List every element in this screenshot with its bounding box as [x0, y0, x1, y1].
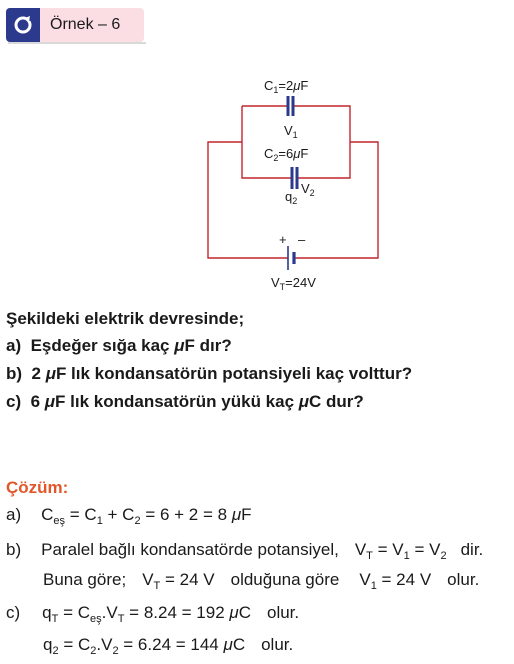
- solution-b-continued: Buna göre; $V_T = 24$ V olduğuna göre $V_1 = 24$ V olur.: [43, 570, 480, 592]
- solution-c-continued: $q_2 = C_2.V_2 = 6.24 = 144$ μC olur.: [43, 635, 294, 657]
- question-b: b) 2 μF lık kondansatörün potansiyeli kaç volttur?: [6, 364, 413, 383]
- battery-icon: [288, 246, 294, 270]
- question-a: a) Eşdeğer sığa kaç μF dır?: [6, 336, 232, 355]
- circuit-diagram: [190, 72, 390, 297]
- v2-label: $V_2$: [301, 181, 315, 198]
- question-c: c) 6 μF lık kondansatörün yükü kaç μC dur?: [6, 392, 364, 411]
- example-title: Örnek – 6: [50, 16, 121, 33]
- v1-label: $V_1$: [284, 123, 298, 140]
- solution-title: Çözüm:: [6, 478, 69, 497]
- question-intro: Şekildeki elektrik devresinde;: [6, 309, 245, 328]
- battery-minus: –: [298, 232, 306, 247]
- c1-label: $C_1=2\mu F$: [264, 78, 309, 95]
- solution-b: b) Paralel bağlı kondansatörde potansiyel, $V_T = V_1 = V_2$ dir.: [6, 540, 484, 562]
- vt-label: $V_T=24V$: [271, 275, 316, 292]
- solution-c: c) $q_T = C_{eş}.V_T = 8.24 = 192$ μC olur.: [6, 603, 300, 625]
- capacitor-c1: [288, 96, 293, 116]
- capacitor-c2: [292, 167, 297, 189]
- refresh-icon: [6, 8, 40, 42]
- solution-a: a) $C_{eş} = C_1 + C_2 = 6 + 2 = 8$ μF: [6, 505, 252, 527]
- c2-label: $C_2=6\mu F$: [264, 146, 309, 163]
- q2-label: $q_2$: [285, 189, 298, 206]
- example-badge: [6, 8, 144, 42]
- battery-plus: +: [279, 232, 287, 247]
- header-shadow: [8, 42, 146, 44]
